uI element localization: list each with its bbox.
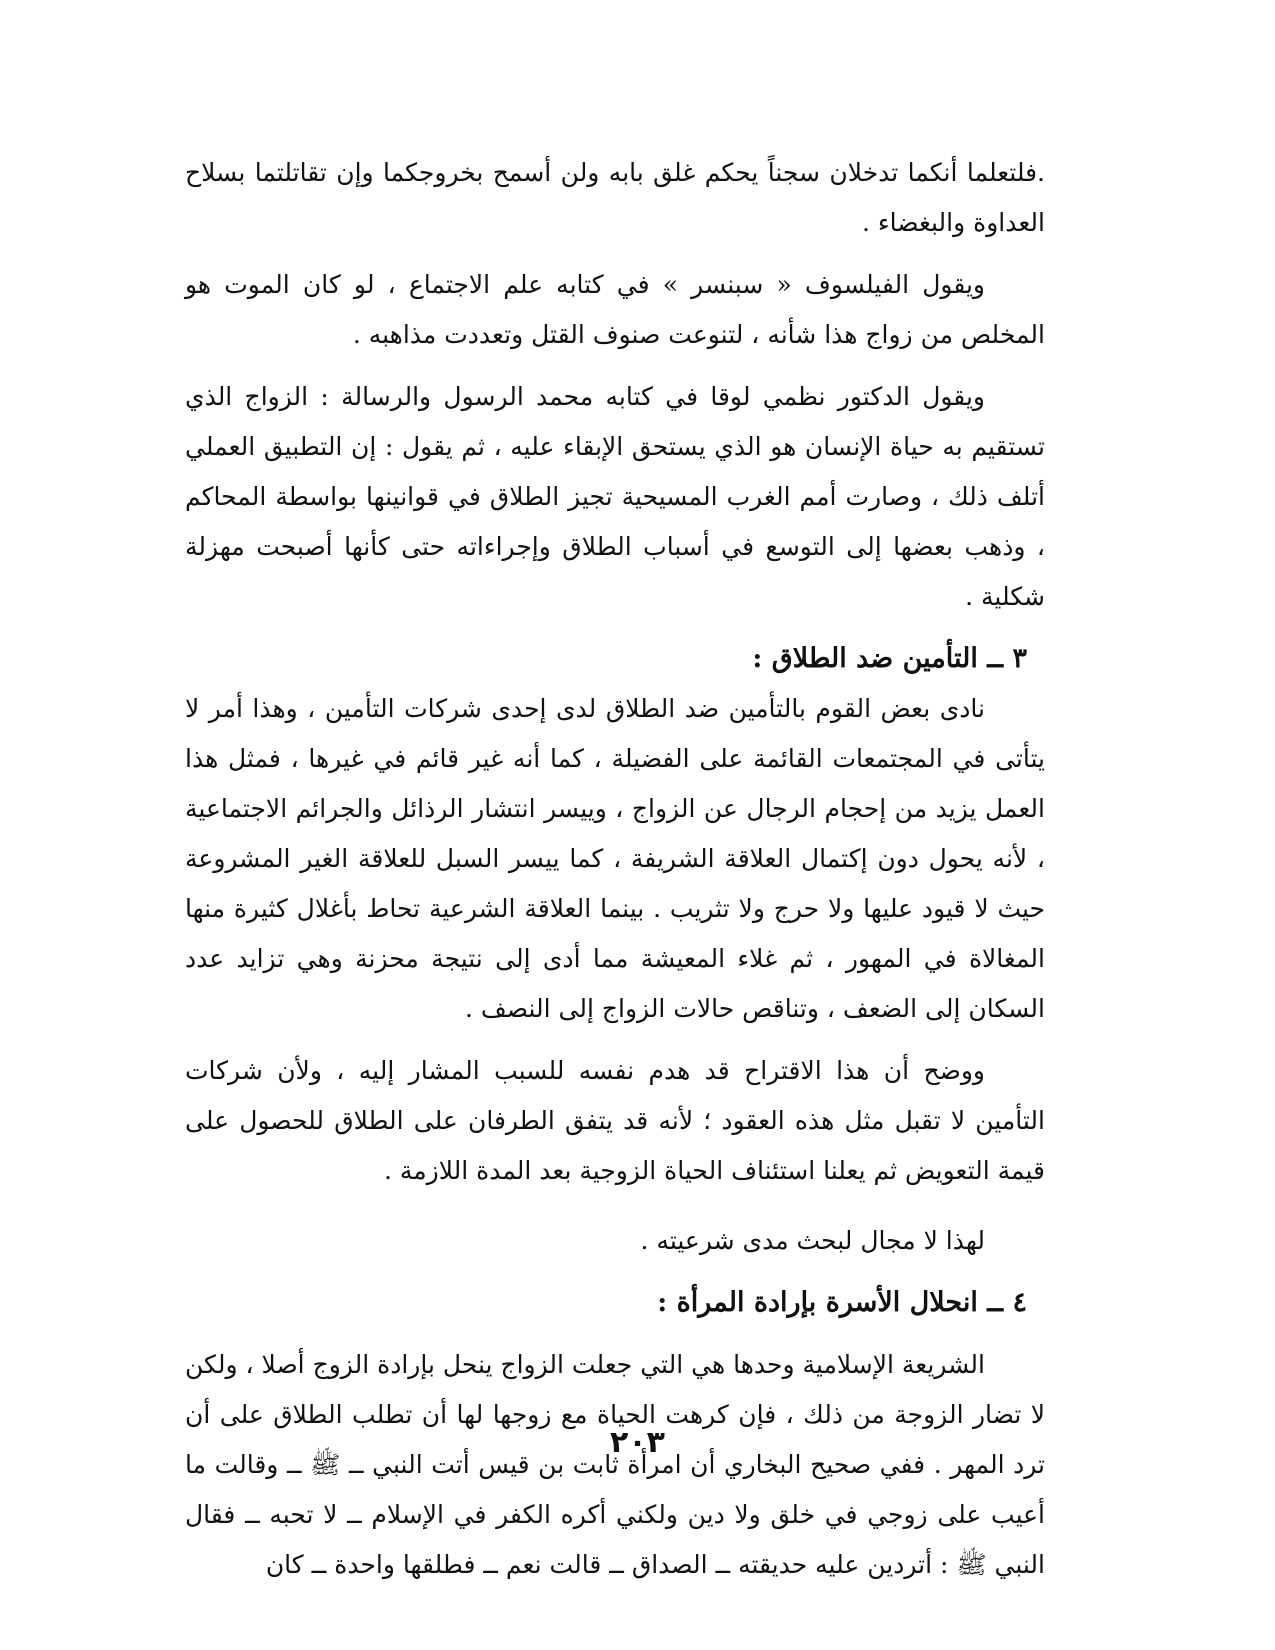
spacer (185, 1034, 1045, 1046)
spacer (185, 248, 1045, 260)
paragraph-prison-quote: .فلتعلما أنكما تدخلان سجناً يحكم غلق بابه ولن أسمح بخروجكما وإن تقاتلتما بسلاح العداوة والبغضاء . (185, 158, 1045, 237)
page-body (185, 148, 1045, 1590)
paragraph-proposal: ووضح أن هذا الاقتراح قد هدم نفسه للسبب المشار إليه ، ولأن شركات التأمين لا تقبل مثل هذه العقود ؛ لأنه قد يتفق الطرفان على الطلاق للحصول على قيمة التعويض ثم يعلنا استئناف الحياة الزوجية بعد المدة اللازمة . (185, 1056, 1045, 1185)
paragraph-insurance: نادى بعض القوم بالتأمين ضد الطلاق لدى إحدى شركات التأمين ، وهذا أمر لا يتأتى في المجتمعات القائمة على الفضيلة ، كما أنه غير قائم في غيرها ، فمثل هذا العمل يزيد من إحجام الرجال عن الزواج ، وييسر انتشار الرذائل والجرائم الاجتماعية ، لأنه يحول دون إكتمال العلاقة الشريفة ، كما ييسر السبل للعلاقة الغير المشروعة حيث لا قيود عليها ولا حرج ولا تثريب . بينما العلاقة الشرعية تحاط بأغلال كثيرة منها المغالاة في المهور ، ثم غلاء المعيشة مما أدى إلى نتيجة محزنة وهي تزايد عدد السكان إلى الضعف ، وتناقص حالات الزواج إلى النصف . (185, 694, 1045, 1023)
page-number: ٢٠٣ (610, 1425, 665, 1460)
spacer (185, 1328, 1045, 1340)
spacer (185, 1196, 1045, 1216)
paragraph-no-room: لهذا لا مجال لبحث مدى شرعيته . (640, 1226, 985, 1255)
paragraph-spencer: ويقول الفيلسوف « سبنسر » في كتابه علم الاجتماع ، لو كان الموت هو المخلص من زواج هذا شأنه ، لتنوعت صنوف القتل وتعددت مذاهبه . (185, 270, 1045, 349)
spacer (185, 360, 1045, 372)
spacer (185, 1266, 1045, 1278)
section-heading-dissolution: ٤ ــ انحلال الأسرة بإرادة المرأة : (657, 1287, 1027, 1318)
spacer (185, 622, 1045, 634)
paragraph-islamic-sharia: الشريعة الإسلامية وحدها هي التي جعلت الزواج ينحل بإرادة الزوج أصلا ، ولكن لا تضار الزوجة من ذلك ، فإن كرهت الحياة مع زوجها لها أن تطلب الطلاق على أن ترد المهر . ففي صحيح البخاري أن امرأة ثابت بن قيس أتت النبي ــ ﷺ ــ وقالت ما أعيب على زوجي في خلق ولا دين ولكني أكره الكفر في الإسلام ــ لا تحبه ــ فقال النبي ﷺ : أتردين عليه حديقته ــ الصداق ــ قالت نعم ــ فطلقها واحدة ــ كان (185, 1350, 1045, 1579)
section-heading-insurance: ٣ ــ التأمين ضد الطلاق : (752, 643, 1027, 674)
paragraph-nazmi-luqa: ويقول الدكتور نظمي لوقا في كتابه محمد الرسول والرسالة : الزواج الذي تستقيم به حياة الإنسان هو الذي يستحق الإبقاء عليه ، ثم يقول : إن التطبيق العملي أتلف ذلك ، وصارت أمم الغرب المسيحية تجيز الطلاق في قوانينها بواسطة المحاكم ، وذهب بعضها إلى التوسع في أسباب الطلاق وإجراءاته حتى كأنها أصبحت مهزلة شكلية . (185, 382, 1045, 611)
